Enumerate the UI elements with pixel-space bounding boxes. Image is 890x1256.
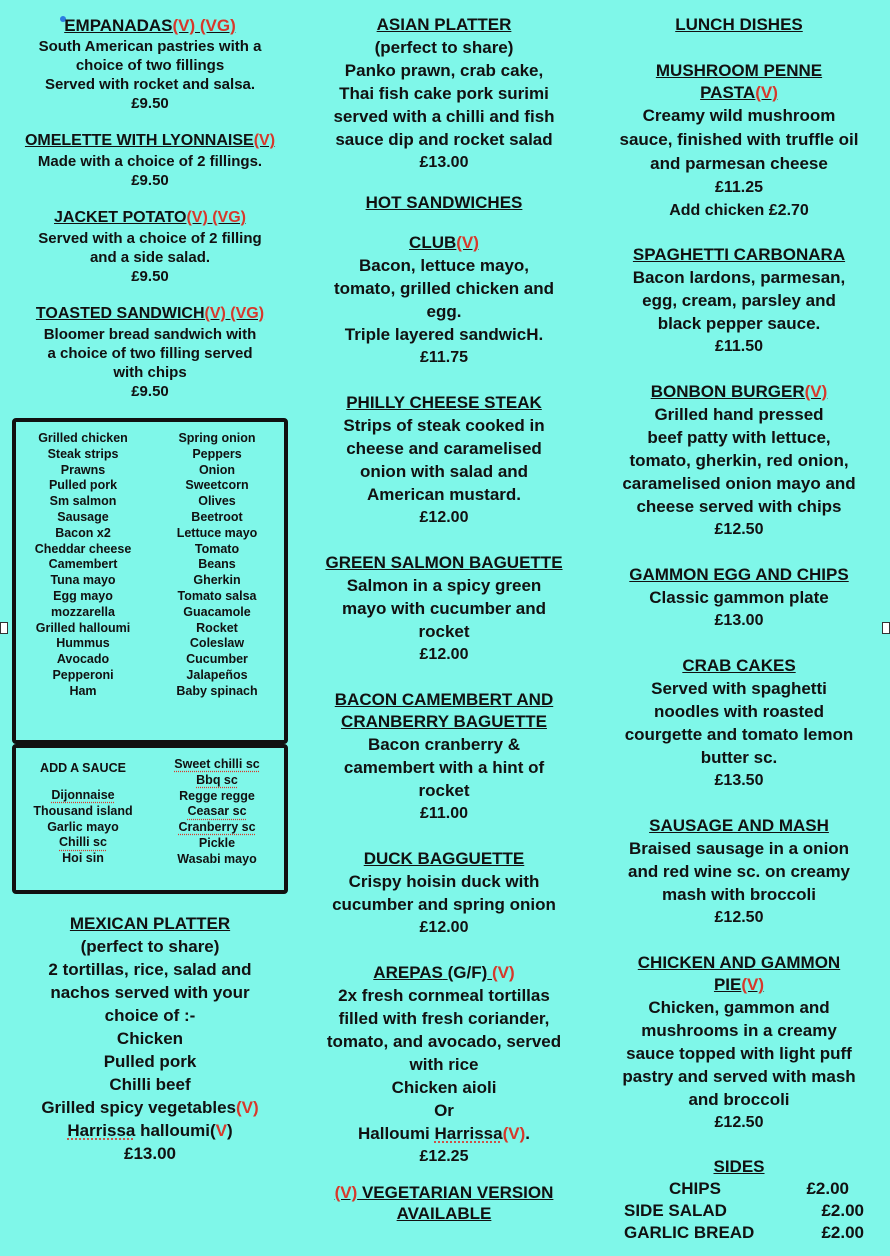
list-item bbox=[150, 573, 284, 589]
list-item bbox=[16, 542, 150, 558]
desc-line: (perfect to share) bbox=[80, 937, 220, 956]
list-item-label: Bacon x2 bbox=[55, 525, 111, 540]
desc-word: ) bbox=[227, 1121, 233, 1140]
list-item-label: Egg mayo bbox=[53, 588, 113, 603]
item-desc bbox=[10, 37, 290, 94]
item-title: AREPAS bbox=[373, 963, 443, 982]
side-row bbox=[598, 1178, 880, 1200]
item-title: CLUB bbox=[409, 233, 457, 252]
desc-line: Panko prawn, crab cake, bbox=[344, 61, 544, 80]
item-price: £12.00 bbox=[419, 919, 469, 936]
list-item-label: Gherkin bbox=[193, 573, 241, 588]
list-item-label: Beetroot bbox=[191, 509, 243, 524]
list-item-label: mozzarella bbox=[51, 604, 115, 619]
desc-line: South American pastries with a bbox=[38, 38, 262, 55]
item-extra: Add chicken £2.70 bbox=[669, 202, 809, 219]
sides-section bbox=[598, 1156, 880, 1244]
list-item-label: Tuna mayo bbox=[50, 573, 116, 588]
desc-line: choice of two fillings bbox=[75, 57, 225, 74]
item-price: £12.00 bbox=[419, 646, 469, 663]
desc-line: Served with rocket and salsa. bbox=[44, 76, 256, 93]
item-price: £12.00 bbox=[419, 509, 469, 526]
side-name: CHIPS bbox=[669, 1179, 721, 1198]
desc-word: . bbox=[525, 1124, 530, 1143]
item-title: BACON CAMEMBERT AND bbox=[334, 690, 554, 709]
item-price: £11.50 bbox=[714, 338, 764, 355]
list-item bbox=[150, 478, 284, 494]
list-item-label: Grilled chicken bbox=[38, 431, 128, 445]
list-item bbox=[150, 757, 284, 773]
fillings-list-left bbox=[16, 431, 150, 700]
menu-item-bacon-camembert-baguette bbox=[300, 689, 588, 825]
desc-line: Served with spaghetti bbox=[651, 679, 827, 698]
item-title: PIE bbox=[713, 975, 742, 994]
item-title: JACKET POTATO bbox=[54, 209, 187, 226]
list-item bbox=[150, 636, 284, 652]
list-item-label: Rocket bbox=[196, 620, 238, 635]
item-title: SPAGHETTI CARBONARA bbox=[632, 245, 846, 264]
desc-line: tomato, gherkin, red onion, bbox=[629, 451, 849, 470]
list-item bbox=[16, 589, 150, 605]
list-item bbox=[150, 852, 284, 868]
menu-item-jacket-potato bbox=[10, 207, 290, 286]
desc-line: camembert with a hint of bbox=[343, 758, 545, 777]
list-item-label: Grilled halloumi bbox=[35, 620, 131, 635]
list-item bbox=[16, 463, 150, 479]
desc-line: and parmesan cheese bbox=[650, 154, 828, 173]
list-item bbox=[16, 557, 150, 573]
sauce-heading: ADD A SAUCE bbox=[40, 761, 126, 775]
list-item-label: Cheddar cheese bbox=[34, 541, 132, 556]
list-item bbox=[16, 573, 150, 589]
diet-tag: (V) (VG) bbox=[172, 16, 236, 35]
menu-item-mushroom-penne bbox=[598, 60, 880, 222]
desc-line: served with a chilli and fish bbox=[333, 107, 555, 126]
list-item-label: Dijonnaise bbox=[51, 788, 115, 802]
list-item-label: Cucumber bbox=[186, 652, 248, 667]
desc-line: noodles with roasted bbox=[653, 702, 825, 721]
list-item bbox=[150, 447, 284, 463]
list-item bbox=[16, 851, 150, 867]
list-item bbox=[150, 820, 284, 836]
fillings-box bbox=[12, 418, 288, 744]
desc-line: Bacon lardons, parmesan, bbox=[632, 268, 846, 287]
diet-tag: (V) bbox=[492, 963, 515, 982]
desc-line: Salmon in a spicy green bbox=[346, 576, 542, 595]
item-title: CRANBERRY BAGUETTE bbox=[341, 712, 547, 731]
desc-line: mushrooms in a creamy bbox=[641, 1021, 837, 1040]
list-item-label: Peppers bbox=[192, 446, 242, 461]
list-item-label: Avocado bbox=[56, 652, 110, 667]
list-item-label: Thousand island bbox=[33, 803, 133, 818]
list-item bbox=[150, 510, 284, 526]
menu-item-crab-cakes bbox=[598, 655, 880, 792]
item-price: £12.25 bbox=[419, 1148, 469, 1165]
desc-line: Chilli beef bbox=[109, 1075, 191, 1094]
menu-item-mexican-platter bbox=[10, 912, 290, 1165]
item-price: £13.00 bbox=[124, 1144, 176, 1163]
menu-column-right bbox=[598, 0, 880, 1244]
note-line: VEGETARIAN VERSION bbox=[357, 1183, 554, 1202]
item-price: £9.50 bbox=[131, 172, 169, 189]
list-item bbox=[150, 684, 284, 700]
desc-line: mayo with cucumber and bbox=[341, 599, 547, 618]
desc-line: Grilled hand pressed bbox=[654, 405, 824, 424]
diet-tag: (V) (VG) bbox=[186, 209, 246, 226]
section-heading: HOT SANDWICHES bbox=[365, 193, 523, 212]
desc-line: Served with a choice of 2 filling bbox=[38, 230, 262, 247]
desc-line: Crispy hoisin duck with bbox=[348, 872, 540, 891]
gluten-free-tag: (G/F) bbox=[447, 963, 488, 982]
list-item-label: Lettuce mayo bbox=[176, 525, 258, 540]
menu-column-middle bbox=[300, 0, 588, 1224]
list-item-label: Beans bbox=[198, 557, 236, 572]
list-item-label: Wasabi mayo bbox=[177, 851, 257, 866]
list-item-label: Cranberry sc bbox=[178, 820, 256, 835]
item-title: TOASTED SANDWICH bbox=[35, 305, 205, 322]
menu-item-duck-baguette bbox=[300, 848, 588, 939]
desc-line: 2x fresh cornmeal tortillas bbox=[338, 986, 550, 1005]
item-price: £12.50 bbox=[714, 1114, 764, 1131]
list-item-label: Hoi sin bbox=[62, 851, 104, 866]
list-item bbox=[16, 621, 150, 637]
desc-line: Thai fish cake pork surimi bbox=[339, 84, 549, 103]
desc-line: mash with broccoli bbox=[662, 885, 816, 904]
desc-line: Chicken, gammon and bbox=[648, 998, 830, 1017]
desc-line: black pepper sauce. bbox=[657, 314, 821, 333]
list-item bbox=[16, 605, 150, 621]
item-price: £12.50 bbox=[714, 909, 764, 926]
item-price: £13.00 bbox=[714, 612, 764, 629]
desc-line: Chicken aioli bbox=[391, 1078, 497, 1097]
list-item-label: Steak strips bbox=[47, 446, 119, 461]
item-title: BONBON BURGER bbox=[650, 382, 805, 401]
diet-tag: (V) bbox=[253, 132, 276, 149]
menu-item-philly-cheese-steak bbox=[300, 392, 588, 529]
item-title: MEXICAN PLATTER bbox=[69, 914, 231, 933]
desc-line: and a side salad. bbox=[89, 249, 211, 266]
diet-tag: V bbox=[215, 1121, 227, 1140]
desc-line: American mustard. bbox=[367, 485, 521, 504]
desc-line: pastry and served with mash bbox=[622, 1067, 856, 1086]
menu-item-green-salmon-baguette bbox=[300, 552, 588, 666]
menu-item-toasted-sandwich bbox=[10, 303, 290, 401]
list-item-label: Olives bbox=[198, 494, 236, 509]
item-title: SAUSAGE AND MASH bbox=[649, 816, 829, 835]
desc-line: Grilled spicy vegetables bbox=[41, 1098, 236, 1117]
list-item bbox=[150, 789, 284, 805]
item-price: £9.50 bbox=[131, 383, 169, 400]
item-price: £9.50 bbox=[131, 95, 169, 112]
diet-tag: (V) bbox=[502, 1124, 526, 1143]
menu-item-club bbox=[300, 232, 588, 369]
item-title: PASTA bbox=[700, 83, 756, 102]
list-item bbox=[150, 621, 284, 637]
list-item-label: Hummus bbox=[56, 636, 110, 651]
list-item-label: Sweet chilli sc bbox=[174, 757, 260, 771]
desc-line: sauce topped with light puff bbox=[626, 1044, 852, 1063]
desc-line: and broccoli bbox=[688, 1090, 790, 1109]
list-item-label: Coleslaw bbox=[189, 636, 245, 651]
list-item-label: Pickle bbox=[198, 835, 236, 850]
item-title: GREEN SALMON BAGUETTE bbox=[325, 553, 563, 572]
diet-tag: (V) bbox=[334, 1183, 358, 1202]
menu-item-chicken-gammon-pie bbox=[598, 952, 880, 1134]
desc-line: egg. bbox=[426, 302, 462, 321]
menu-column-left bbox=[10, 0, 290, 401]
list-item bbox=[16, 526, 150, 542]
list-item bbox=[16, 510, 150, 526]
desc-word: halloumi( bbox=[135, 1121, 216, 1140]
item-title: PHILLY CHEESE STEAK bbox=[346, 393, 542, 412]
item-price: £9.50 bbox=[131, 268, 169, 285]
list-item-label: Tomato bbox=[194, 541, 240, 556]
note-line: AVAILABLE bbox=[396, 1204, 492, 1223]
menu-item-arepas bbox=[300, 962, 588, 1168]
vegetarian-note bbox=[300, 1182, 588, 1224]
list-item bbox=[150, 463, 284, 479]
desc-line: Pulled pork bbox=[103, 1052, 197, 1071]
diet-tag: (V) bbox=[456, 233, 479, 252]
list-item-label: Prawns bbox=[60, 462, 106, 477]
desc-line: cheese served with chips bbox=[636, 497, 842, 516]
list-item bbox=[150, 526, 284, 542]
list-item bbox=[150, 804, 284, 820]
desc-line: tomato, and avocado, served bbox=[326, 1032, 562, 1051]
page-edge-marker bbox=[0, 622, 8, 634]
list-item bbox=[16, 431, 150, 447]
list-item-label: Bbq sc bbox=[196, 772, 238, 787]
diet-tag: (V) bbox=[741, 975, 765, 994]
desc-line: filled with fresh coriander, bbox=[338, 1009, 550, 1028]
desc-line: with rice bbox=[409, 1055, 479, 1074]
list-item bbox=[150, 542, 284, 558]
desc-line: beef patty with lettuce, bbox=[647, 428, 831, 447]
list-item bbox=[150, 431, 284, 447]
side-row bbox=[598, 1222, 880, 1244]
list-item bbox=[16, 788, 150, 804]
list-item bbox=[16, 478, 150, 494]
list-item-label: Camembert bbox=[48, 557, 118, 572]
desc-line: cheese and caramelised bbox=[346, 439, 542, 458]
page-edge-marker bbox=[882, 622, 890, 634]
menu-item-sausage-mash bbox=[598, 815, 880, 929]
sauces-list-right bbox=[150, 757, 284, 868]
list-item-label: Chilli sc bbox=[59, 835, 107, 850]
list-item-label: Garlic mayo bbox=[47, 819, 119, 834]
item-price: £11.00 bbox=[419, 805, 469, 822]
item-price: £12.50 bbox=[714, 521, 764, 538]
item-title: CHICKEN AND GAMMON bbox=[637, 953, 841, 972]
desc-line: Made with a choice of 2 fillings. bbox=[37, 153, 263, 170]
desc-line: with chips bbox=[113, 364, 187, 381]
sauces-list-left bbox=[16, 757, 150, 868]
list-item bbox=[16, 835, 150, 851]
item-title: DUCK BAGGUETTE bbox=[363, 849, 525, 868]
section-heading: LUNCH DISHES bbox=[675, 15, 803, 34]
list-item bbox=[16, 820, 150, 836]
desc-line: sauce, finished with truffle oil bbox=[619, 130, 859, 149]
list-item bbox=[16, 447, 150, 463]
list-item bbox=[16, 804, 150, 820]
item-title: OMELETTE WITH LYONNAISE bbox=[24, 132, 254, 149]
desc-line: Strips of steak cooked in bbox=[343, 416, 545, 435]
diet-tag: (V) bbox=[755, 83, 778, 102]
menu-item-gammon-egg-chips bbox=[598, 564, 880, 632]
desc-line: Chicken bbox=[116, 1029, 184, 1048]
list-item bbox=[16, 636, 150, 652]
desc-line: egg, cream, parsley and bbox=[642, 291, 836, 310]
list-item-label: Pulled pork bbox=[48, 478, 118, 493]
list-item bbox=[150, 589, 284, 605]
desc-line: rocket bbox=[418, 622, 470, 641]
list-item bbox=[150, 605, 284, 621]
item-price: £13.50 bbox=[714, 772, 764, 789]
item-price: £11.25 bbox=[714, 179, 764, 196]
desc-line: and red wine sc. on creamy bbox=[627, 862, 851, 881]
desc-line: Bloomer bread sandwich with bbox=[43, 326, 257, 343]
list-item-label: Jalapeños bbox=[186, 667, 248, 682]
desc-word: Harrissa bbox=[434, 1124, 503, 1143]
desc-line: Or bbox=[434, 1101, 454, 1120]
side-price: £2.00 bbox=[821, 1201, 864, 1220]
desc-line: caramelised onion mayo and bbox=[622, 474, 856, 493]
diet-tag: (V) bbox=[804, 382, 828, 401]
item-price: £11.75 bbox=[419, 349, 469, 366]
list-item bbox=[150, 836, 284, 852]
menu-item-asian-platter bbox=[300, 14, 588, 174]
desc-line: 2 tortillas, rice, salad and bbox=[48, 960, 252, 979]
list-item-label: Guacamole bbox=[183, 604, 251, 619]
desc-line: Bacon cranberry & bbox=[367, 735, 521, 754]
desc-line: Bacon, lettuce mayo, bbox=[358, 256, 530, 275]
desc-line: butter sc. bbox=[700, 748, 778, 767]
list-item bbox=[16, 668, 150, 684]
diet-tag: (V) (VG) bbox=[204, 305, 265, 322]
desc-line: Creamy wild mushroom bbox=[642, 106, 836, 125]
item-price: £13.00 bbox=[419, 154, 469, 171]
desc-word: Harrissa bbox=[67, 1121, 136, 1140]
desc-line: onion with salad and bbox=[359, 462, 529, 481]
list-item bbox=[16, 652, 150, 668]
list-item-label: Sausage bbox=[57, 509, 109, 524]
side-price: £2.00 bbox=[821, 1223, 864, 1242]
menu-item-omelette bbox=[10, 130, 290, 190]
desc-line: Classic gammon plate bbox=[649, 588, 829, 607]
diet-tag: (V) bbox=[235, 1098, 259, 1117]
list-item-label: Onion bbox=[198, 462, 236, 477]
desc-line: Braised sausage in a onion bbox=[628, 839, 850, 858]
list-item bbox=[150, 773, 284, 789]
list-item-label: Sweetcorn bbox=[185, 478, 249, 493]
item-title: EMPANADAS bbox=[64, 16, 173, 35]
item-title: MUSHROOM PENNE bbox=[655, 61, 823, 80]
sauces-box bbox=[12, 744, 288, 894]
side-row bbox=[598, 1200, 880, 1222]
side-price: £2.00 bbox=[806, 1179, 849, 1198]
desc-line: courgette and tomato lemon bbox=[624, 725, 854, 744]
side-name: GARLIC BREAD bbox=[624, 1223, 755, 1242]
list-item-label: Tomato salsa bbox=[177, 588, 257, 603]
list-item-label: Ceasar sc bbox=[187, 804, 247, 819]
menu-item-spaghetti-carbonara bbox=[598, 244, 880, 358]
list-item-label: Regge regge bbox=[179, 788, 255, 803]
list-item bbox=[16, 684, 150, 700]
list-item bbox=[150, 557, 284, 573]
desc-line: rocket bbox=[418, 781, 470, 800]
item-title: SIDES bbox=[713, 1157, 765, 1176]
fillings-list-right bbox=[150, 431, 284, 700]
desc-word: Halloumi bbox=[358, 1124, 435, 1143]
menu-item-bonbon-burger bbox=[598, 381, 880, 541]
list-item bbox=[150, 668, 284, 684]
desc-line: sauce dip and rocket salad bbox=[335, 130, 553, 149]
list-item bbox=[150, 652, 284, 668]
list-item bbox=[16, 494, 150, 510]
desc-line: nachos served with your bbox=[50, 983, 250, 1002]
desc-line: tomato, grilled chicken and bbox=[333, 279, 555, 298]
desc-line: a choice of two filling served bbox=[47, 345, 253, 362]
list-item-label: Ham bbox=[69, 683, 97, 698]
desc-line: Triple layered sandwicH. bbox=[344, 325, 544, 344]
menu-item-empanadas bbox=[10, 15, 290, 113]
list-item-label: Baby spinach bbox=[176, 683, 258, 698]
item-title: ASIAN PLATTER bbox=[376, 15, 512, 34]
list-item-label: Pepperoni bbox=[52, 667, 114, 682]
list-item-label: Sm salmon bbox=[49, 494, 117, 509]
item-title: CRAB CAKES bbox=[682, 656, 796, 675]
desc-line: cucumber and spring onion bbox=[332, 895, 556, 914]
list-item bbox=[150, 494, 284, 510]
list-item-label: Spring onion bbox=[178, 431, 256, 445]
item-title: GAMMON EGG AND CHIPS bbox=[629, 565, 849, 584]
desc-line: (perfect to share) bbox=[374, 38, 514, 57]
side-name: SIDE SALAD bbox=[624, 1201, 727, 1220]
desc-line: choice of :- bbox=[104, 1006, 196, 1025]
